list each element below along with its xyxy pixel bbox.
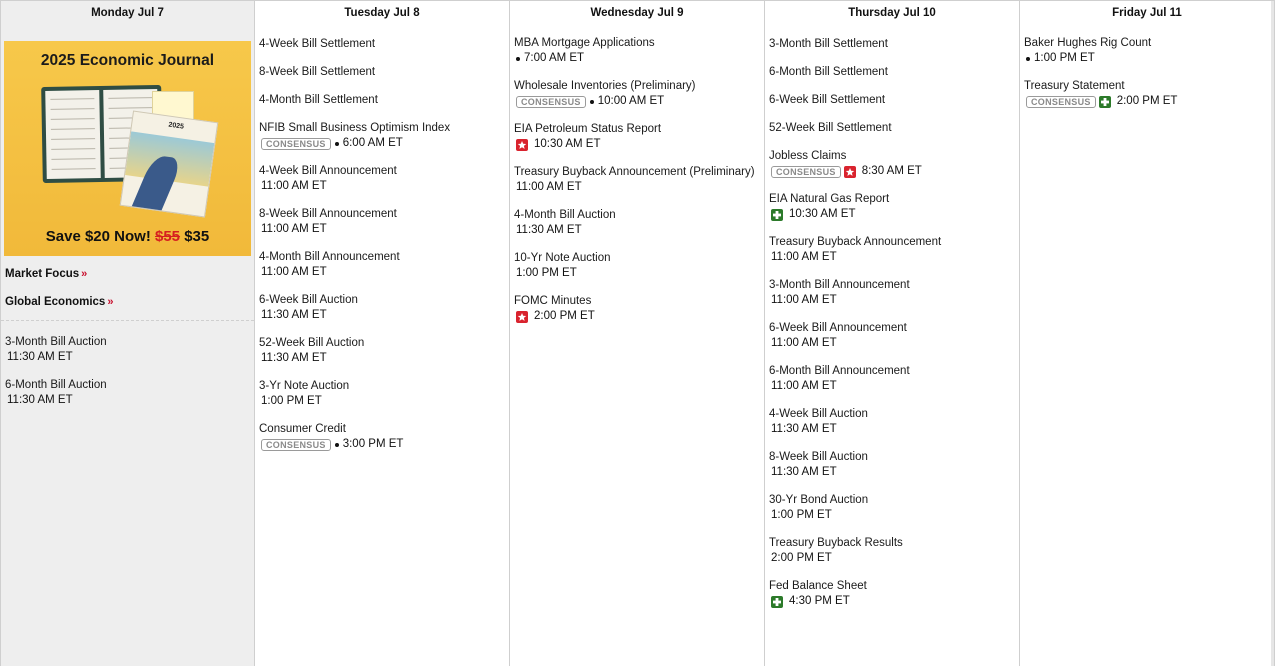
event-title[interactable]: Treasury Statement <box>1024 80 1125 92</box>
event-3-month-bill-announcement[interactable] <box>769 278 1016 308</box>
day-header: Monday Jul 7 <box>91 7 164 19</box>
event-title[interactable]: Consumer Credit <box>259 423 346 435</box>
event-list <box>255 29 509 452</box>
event-title[interactable]: Baker Hughes Rig Count <box>1024 37 1152 49</box>
scrollbar[interactable] <box>1271 1 1274 666</box>
event-title[interactable]: EIA Natural Gas Report <box>769 193 890 205</box>
event-6-week-bill-announcement[interactable] <box>769 321 1016 351</box>
event-time: 2:00 PM ET <box>534 310 595 322</box>
event-3-yr-note-auction[interactable] <box>259 379 506 409</box>
event-meta <box>1024 51 1271 66</box>
event-title[interactable]: 8-Week Bill Auction <box>769 451 868 463</box>
event-title[interactable]: 6-Week Bill Announcement <box>769 322 907 334</box>
event-time: 1:00 PM ET <box>1034 52 1095 64</box>
event-title[interactable]: 8-Week Bill Announcement <box>259 208 397 220</box>
event-title[interactable]: 4-Week Bill Auction <box>769 408 868 420</box>
event-jobless-claims[interactable] <box>769 149 1016 179</box>
event-meta <box>259 437 506 452</box>
event-time: 11:00 AM ET <box>261 223 327 235</box>
bullet-dot-icon <box>335 142 339 146</box>
event-meta <box>769 551 1016 566</box>
event-meta <box>259 136 506 151</box>
event-time: 7:00 AM ET <box>524 52 585 64</box>
event-30-yr-bond-auction[interactable] <box>769 493 1016 523</box>
plus-icon <box>1099 96 1111 108</box>
promo-title: 2025 Economic Journal <box>40 52 215 69</box>
event-meta <box>5 350 251 365</box>
event-time: 10:00 AM ET <box>597 95 665 107</box>
event-4-week-bill-auction[interactable] <box>769 407 1016 437</box>
star-icon <box>844 166 856 178</box>
event-title[interactable]: Treasury Buyback Announcement <box>769 236 942 248</box>
event-title[interactable]: 4-Month Bill Settlement <box>259 94 378 106</box>
day-column-thursday <box>765 1 1020 666</box>
event-meta <box>514 137 761 152</box>
global-economics-link[interactable] <box>1 296 254 308</box>
event-4-month-bill-settlement[interactable] <box>259 93 506 108</box>
event-wholesale-inventories-preliminary[interactable] <box>514 79 761 109</box>
event-time: 6:00 AM ET <box>342 137 403 149</box>
event-time: 1:00 PM ET <box>261 395 322 407</box>
event-meta <box>514 223 761 238</box>
event-meta <box>769 250 1016 265</box>
event-title[interactable]: 6-Month Bill Announcement <box>769 365 910 377</box>
event-meta <box>769 379 1016 394</box>
event-time: 10:30 AM ET <box>534 138 601 150</box>
event-time: 1:00 PM ET <box>516 267 577 279</box>
event-time: 11:00 AM ET <box>771 251 837 263</box>
event-time: 11:30 AM ET <box>261 352 327 364</box>
event-list <box>510 29 764 324</box>
event-52-week-bill-auction[interactable] <box>259 336 506 366</box>
event-time: 11:00 AM ET <box>771 294 837 306</box>
consensus-badge[interactable]: CONSENSUS <box>516 96 586 108</box>
event-title[interactable]: 30-Yr Bond Auction <box>769 494 869 506</box>
event-time: 11:30 AM ET <box>771 466 837 478</box>
star-icon <box>516 311 528 323</box>
event-time: 11:00 AM ET <box>771 337 837 349</box>
event-list <box>1 335 254 408</box>
market-focus-label: Market Focus <box>5 268 80 280</box>
event-meta <box>514 266 761 281</box>
bullet-dot-icon <box>516 57 520 61</box>
event-time: 11:00 AM ET <box>516 181 582 193</box>
event-meta <box>514 51 761 66</box>
event-time: 8:30 AM ET <box>861 165 922 177</box>
event-time: 4:30 PM ET <box>789 595 850 607</box>
day-column-tuesday <box>255 1 510 666</box>
promo-cta <box>4 228 251 245</box>
event-6-month-bill-announcement[interactable] <box>769 364 1016 394</box>
event-consumer-credit[interactable] <box>259 422 506 452</box>
event-fed-balance-sheet[interactable] <box>769 579 1016 609</box>
event-4-month-bill-auction[interactable] <box>514 208 761 238</box>
event-6-month-bill-settlement[interactable] <box>769 65 1016 80</box>
event-meta <box>259 222 506 237</box>
bullet-dot-icon <box>590 100 594 104</box>
event-title[interactable]: 3-Month Bill Auction <box>5 336 107 348</box>
event-6-week-bill-settlement[interactable] <box>769 93 1016 108</box>
event-title[interactable]: 8-Week Bill Settlement <box>259 66 376 78</box>
event-treasury-buyback-announcement-preliminary[interactable] <box>514 165 761 195</box>
event-time: 3:00 PM ET <box>342 438 404 450</box>
event-baker-hughes-rig-count[interactable] <box>1024 36 1271 66</box>
event-time: 11:00 AM ET <box>771 380 837 392</box>
day-header: Thursday Jul 10 <box>848 7 936 19</box>
promo-cta-prefix: Save $20 Now! <box>45 228 151 245</box>
event-4-week-bill-settlement[interactable] <box>259 37 506 52</box>
promo-old-price: $55 <box>155 228 181 245</box>
star-icon <box>516 139 528 151</box>
event-time: 11:00 AM ET <box>261 266 327 278</box>
event-mba-mortgage-applications[interactable] <box>514 36 761 66</box>
event-title[interactable]: 6-Month Bill Auction <box>5 379 107 391</box>
chevron-right-icon: » <box>107 296 114 308</box>
event-8-week-bill-settlement[interactable] <box>259 65 506 80</box>
event-time: 11:30 AM ET <box>771 423 837 435</box>
promo-new-price: $35 <box>184 228 210 245</box>
event-title[interactable]: Treasury Buyback Announcement (Preliminary) <box>514 166 755 178</box>
event-title[interactable]: 4-Week Bill Announcement <box>259 165 397 177</box>
event-meta <box>769 207 1016 222</box>
event-title[interactable]: NFIB Small Business Optimism Index <box>259 122 451 134</box>
divider <box>1 320 254 321</box>
event-meta <box>259 394 506 409</box>
consensus-badge[interactable]: CONSENSUS <box>771 166 841 178</box>
event-title[interactable]: Treasury Buyback Results <box>769 537 903 549</box>
event-52-week-bill-settlement[interactable] <box>769 121 1016 136</box>
event-10-yr-note-auction[interactable] <box>514 251 761 281</box>
event-title[interactable]: 3-Month Bill Announcement <box>769 279 910 291</box>
event-8-week-bill-announcement[interactable] <box>259 207 506 237</box>
event-title[interactable]: 3-Month Bill Settlement <box>769 38 888 50</box>
event-time: 11:30 AM ET <box>516 224 582 236</box>
event-title[interactable]: 4-Month Bill Announcement <box>259 251 400 263</box>
day-header: Tuesday Jul 8 <box>344 7 420 19</box>
day-column-monday <box>0 1 255 666</box>
event-4-week-bill-announcement[interactable] <box>259 164 506 194</box>
event-time: 11:00 AM ET <box>261 180 327 192</box>
plus-icon <box>771 596 783 608</box>
journal-cover-year: 2025 <box>167 121 185 131</box>
event-title[interactable]: 6-Month Bill Settlement <box>769 66 888 78</box>
consensus-badge[interactable]: CONSENSUS <box>261 138 331 150</box>
event-meta <box>514 309 761 324</box>
event-title[interactable]: 10-Yr Note Auction <box>514 252 611 264</box>
journal-cover-image <box>120 110 219 217</box>
event-treasury-statement[interactable] <box>1024 79 1271 109</box>
consensus-badge[interactable]: CONSENSUS <box>1026 96 1096 108</box>
event-title[interactable]: Jobless Claims <box>769 150 847 162</box>
event-meta <box>769 293 1016 308</box>
event-time: 11:30 AM ET <box>7 351 73 363</box>
event-meta <box>769 422 1016 437</box>
plus-icon <box>771 209 783 221</box>
event-eia-natural-gas-report[interactable] <box>769 192 1016 222</box>
event-title[interactable]: Fed Balance Sheet <box>769 580 867 592</box>
event-time: 2:00 PM ET <box>1116 95 1178 107</box>
event-treasury-buyback-results[interactable] <box>769 536 1016 566</box>
event-meta <box>259 351 506 366</box>
day-column-wednesday <box>510 1 765 666</box>
event-meta <box>769 508 1016 523</box>
event-title[interactable]: MBA Mortgage Applications <box>514 37 655 49</box>
event-3-month-bill-auction[interactable] <box>5 335 251 365</box>
event-title[interactable]: 52-Week Bill Settlement <box>769 122 892 134</box>
consensus-badge[interactable]: CONSENSUS <box>261 439 331 451</box>
event-6-month-bill-auction[interactable] <box>5 378 251 408</box>
event-title[interactable]: EIA Petroleum Status Report <box>514 123 662 135</box>
event-nfib-small-business-optimism-index[interactable] <box>259 121 506 151</box>
event-meta <box>769 336 1016 351</box>
event-treasury-buyback-announcement[interactable] <box>769 235 1016 265</box>
event-list <box>1020 29 1274 109</box>
event-meta <box>514 94 761 109</box>
event-meta <box>5 393 251 408</box>
event-title[interactable]: 4-Week Bill Settlement <box>259 38 376 50</box>
day-header: Wednesday Jul 9 <box>590 7 684 19</box>
event-meta <box>769 594 1016 609</box>
event-meta <box>259 179 506 194</box>
market-focus-link[interactable] <box>1 268 254 280</box>
event-title[interactable]: 52-Week Bill Auction <box>259 337 365 349</box>
event-4-month-bill-announcement[interactable] <box>259 250 506 280</box>
event-title[interactable]: 4-Month Bill Auction <box>514 209 616 221</box>
bullet-dot-icon <box>335 443 339 447</box>
event-3-month-bill-settlement[interactable] <box>769 37 1016 52</box>
chevron-right-icon: » <box>81 268 88 280</box>
event-meta <box>514 180 761 195</box>
event-title[interactable]: 6-Week Bill Auction <box>259 294 358 306</box>
event-title[interactable]: 6-Week Bill Settlement <box>769 94 886 106</box>
event-meta <box>769 465 1016 480</box>
event-eia-petroleum-status-report[interactable] <box>514 122 761 152</box>
event-title[interactable]: Wholesale Inventories (Preliminary) <box>514 80 696 92</box>
event-list <box>765 29 1019 609</box>
event-meta <box>259 265 506 280</box>
promo-banner[interactable] <box>4 41 251 256</box>
event-time: 1:00 PM ET <box>771 509 832 521</box>
event-time: 11:30 AM ET <box>7 394 73 406</box>
event-meta <box>1024 94 1271 109</box>
event-8-week-bill-auction[interactable] <box>769 450 1016 480</box>
event-title[interactable]: 3-Yr Note Auction <box>259 380 350 392</box>
event-6-week-bill-auction[interactable] <box>259 293 506 323</box>
event-fomc-minutes[interactable] <box>514 294 761 324</box>
event-meta <box>259 308 506 323</box>
day-column-friday <box>1020 1 1275 666</box>
event-meta <box>769 164 1016 179</box>
bullet-dot-icon <box>1026 57 1030 61</box>
event-title[interactable]: FOMC Minutes <box>514 295 592 307</box>
event-time: 11:30 AM ET <box>261 309 327 321</box>
day-header: Friday Jul 11 <box>1112 7 1182 19</box>
event-time: 2:00 PM ET <box>771 552 832 564</box>
global-economics-label: Global Economics <box>5 296 106 308</box>
event-time: 10:30 AM ET <box>789 208 856 220</box>
